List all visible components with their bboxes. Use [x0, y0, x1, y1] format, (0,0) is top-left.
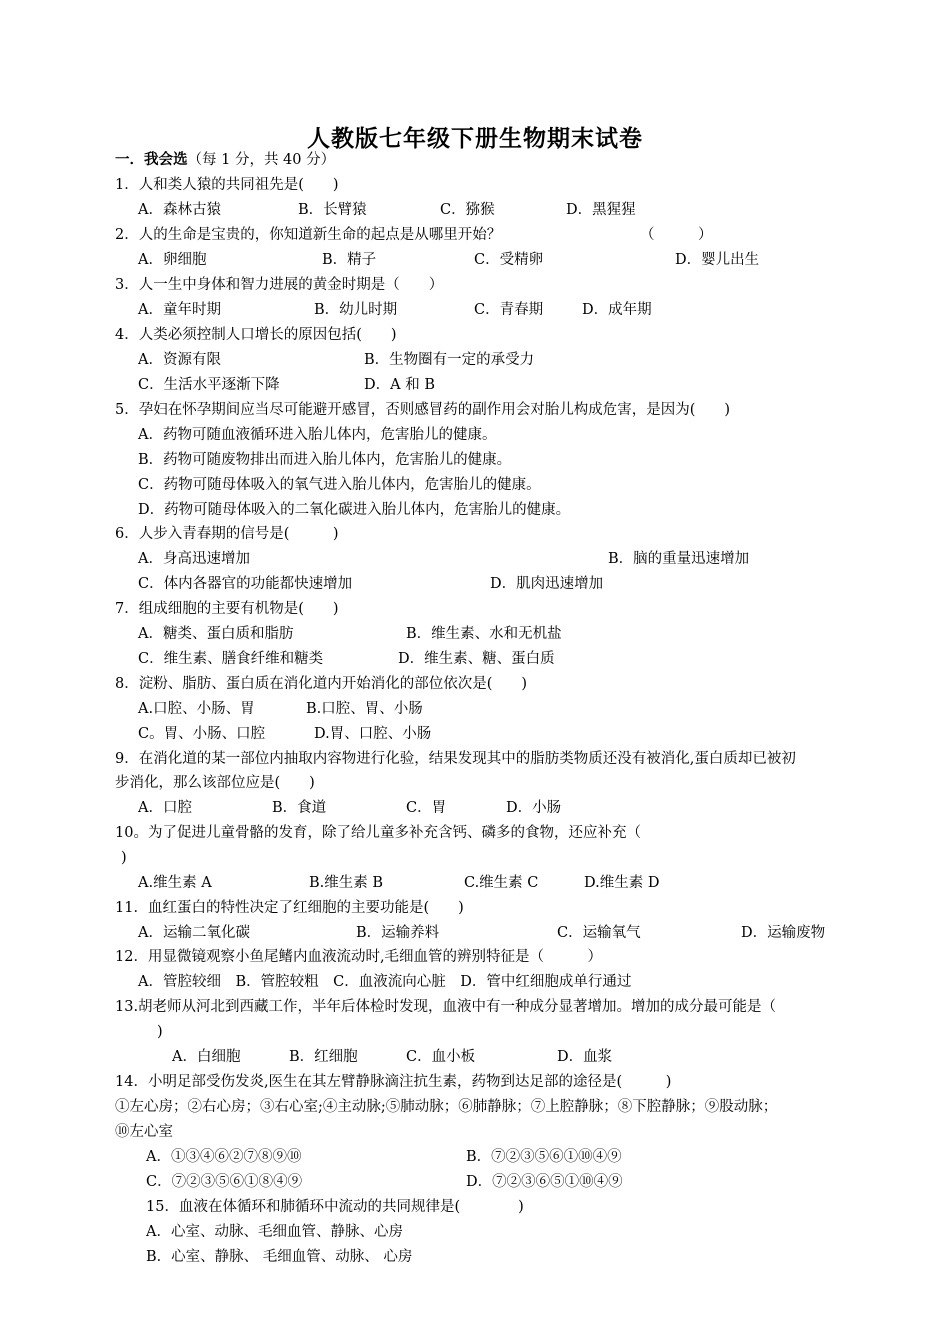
q5-option-b: B．药物可随废物排出而进入胎儿体内，危害胎儿的健康。 — [138, 452, 512, 468]
q6-option-d: D．肌肉迅速增加 — [490, 576, 604, 592]
question-9-stem-line1: 9．在消化道的某一部位内抽取内容物进行化验，结果发现其中的脂肪类物质还没有被消化,蛋白质却已被初 — [115, 751, 796, 767]
q14-option-d: D．⑦②③⑥⑤①⑩④⑨ — [466, 1174, 623, 1190]
question-4-stem: 4．人类必须控制人口增长的原因包括( ) — [115, 327, 397, 343]
q10-option-c: C.维生素 C — [464, 875, 539, 891]
q6-option-a: A．身高迅速增加 — [138, 551, 250, 567]
section-heading — [115, 150, 335, 170]
q1-option-d: D．黑猩猩 — [566, 202, 636, 218]
q7-option-a: A．糖类、蛋白质和脂肪 — [138, 626, 294, 642]
q10-option-a: A.维生素 A — [138, 875, 212, 891]
q14-option-c: C．⑦②③⑤⑥①⑧④⑨ — [146, 1174, 303, 1190]
q7-option-b: B．维生素、水和无机盐 — [406, 626, 562, 642]
question-5-stem: 5．孕妇在怀孕期间应当尽可能避开感冒，否则感冒药的副作用会对胎儿构成危害，是因为( ) — [115, 402, 731, 418]
question-9-stem-line2: 步消化，那么该部位应是( ) — [115, 775, 315, 791]
q3-option-c: C．青春期 — [474, 302, 544, 318]
page-title: 人教版七年级下册生物期末试卷 — [307, 126, 643, 152]
q6-option-b: B．脑的重量迅速增加 — [608, 551, 750, 567]
q13-option-a: A．白细胞 — [172, 1049, 241, 1065]
q9-option-d: D．小肠 — [506, 800, 562, 816]
q9-option-c: C．胃 — [406, 800, 447, 816]
q1-option-b: B．长臂猿 — [298, 202, 367, 218]
q1-option-a: A．森林古猿 — [138, 202, 221, 218]
q2-option-d: D．婴儿出生 — [675, 252, 760, 268]
q8-option-a: A.口腔、小肠、胃 — [138, 701, 255, 717]
q7-option-c: C．维生素、膳食纤维和糖类 — [138, 651, 324, 667]
q4-option-d: D．A 和 B — [364, 377, 435, 393]
q9-option-a: A．口腔 — [138, 800, 192, 816]
q8-option-b: B.口腔、胃、小肠 — [306, 701, 423, 717]
question-3-stem: 3．人一生中身体和智力进展的黄金时期是（ ） — [115, 277, 444, 293]
q14-option-a: A．①③④⑥②⑦⑧⑨⑩ — [146, 1149, 302, 1165]
q7-option-d: D．维生素、糖、蛋白质 — [398, 651, 555, 667]
section-label: 一．我会选 — [115, 152, 188, 168]
q13-option-c: C．血小板 — [406, 1049, 476, 1065]
question-10-stem-line2: ) — [121, 850, 127, 866]
q13-option-d: D．血浆 — [557, 1049, 613, 1065]
q3-option-a: A．童年时期 — [138, 302, 221, 318]
q4-option-a: A．资源有限 — [138, 352, 221, 368]
question-10-stem-line1: 10。为了促进儿童骨骼的发育，除了给儿童多补充含钙、磷多的食物，还应补充（ — [115, 825, 641, 841]
q3-option-d: D．成年期 — [582, 302, 652, 318]
q4-option-b: B．生物圈有一定的承受力 — [364, 352, 535, 368]
question-15-stem: 15．血液在体循环和肺循环中流动的共同规律是( ) — [146, 1199, 524, 1215]
q2-option-a: A．卵细胞 — [138, 252, 207, 268]
q11-option-c: C．运输氧气 — [557, 925, 641, 941]
q13-option-b: B．红细胞 — [289, 1049, 358, 1065]
q1-option-c: C．猕猴 — [440, 202, 495, 218]
q2-option-c: C．受精卵 — [474, 252, 544, 268]
section-note: （每 1 分，共 40 分） — [187, 152, 336, 168]
q3-option-b: B．幼儿时期 — [314, 302, 398, 318]
q15-option-b: B．心室、静脉、 毛细血管、动脉、 心房 — [146, 1249, 413, 1265]
q2-option-b: B．精子 — [322, 252, 377, 268]
q14-option-b: B．⑦②③⑤⑥①⑩④⑨ — [466, 1149, 622, 1165]
question-14-stem: 14．小明足部受伤发炎,医生在其左臂静脉滴注抗生素，药物到达足部的途径是( ) — [115, 1074, 672, 1090]
question-11-stem: 11．血红蛋白的特性决定了红细胞的主要功能是( ) — [115, 900, 464, 916]
q5-option-c: C．药物可随母体吸入的氧气进入胎儿体内，危害胎儿的健康。 — [138, 477, 541, 493]
question-12-stem: 12．用显微镜观察小鱼尾鳍内血液流动时,毛细血管的辨别特征是（ ） — [115, 949, 603, 965]
question-14-list-line1: ①左心房；②右心房；③右心室;④主动脉;⑤肺动脉；⑥肺静脉；⑦上腔静脉；⑧下腔静脉；⑨股动脉； — [115, 1099, 778, 1115]
q4-option-c: C．生活水平逐渐下降 — [138, 377, 280, 393]
q8-option-d: D.胃、口腔、小肠 — [314, 726, 432, 742]
q10-option-d: D.维生素 D — [584, 875, 660, 891]
q12-options: A．管腔较细 B．管腔较粗 C．血液流向心脏 D．管中红细胞成单行通过 — [138, 974, 632, 990]
question-14-list-line2: ⑩左心室 — [115, 1124, 173, 1140]
question-13-stem-line1: 13.胡老师从河北到西藏工作，半年后体检时发现，血液中有一种成分显著增加。增加的成分最可能是（ — [115, 999, 777, 1015]
q6-option-c: C．体内各器官的功能都快速增加 — [138, 576, 353, 592]
q11-option-b: B．运输养料 — [356, 925, 440, 941]
q11-option-a: A．运输二氧化碳 — [138, 925, 250, 941]
question-2-stem: 2．人的生命是宝贵的，你知道新生命的起点是从哪里开始？ — [115, 227, 502, 243]
q5-option-a: A．药物可随血液循环进入胎儿体内，危害胎儿的健康。 — [138, 427, 497, 443]
question-6-stem: 6．人步入青春期的信号是( ) — [115, 526, 339, 542]
question-2-paren: （ ） — [640, 227, 713, 243]
q10-option-b: B.维生素 B — [309, 875, 384, 891]
q15-option-a: A．心室、动脉、毛细血管、静脉、心房 — [146, 1224, 403, 1240]
q5-option-d: D．药物可随母体吸入的二氧化碳进入胎儿体内，危害胎儿的健康。 — [138, 502, 571, 518]
question-13-stem-line2: ) — [157, 1024, 163, 1040]
q8-option-c: C。胃、小肠、口腔 — [138, 726, 266, 742]
question-8-stem: 8．淀粉、脂肪、蛋白质在消化道内开始消化的部位依次是( ) — [115, 676, 528, 692]
q11-option-d: D．运输废物 — [741, 925, 826, 941]
question-7-stem: 7．组成细胞的主要有机物是( ) — [115, 601, 339, 617]
q9-option-b: B．食道 — [272, 800, 327, 816]
question-1-stem: 1．人和类人猿的共同祖先是( ) — [115, 177, 339, 193]
